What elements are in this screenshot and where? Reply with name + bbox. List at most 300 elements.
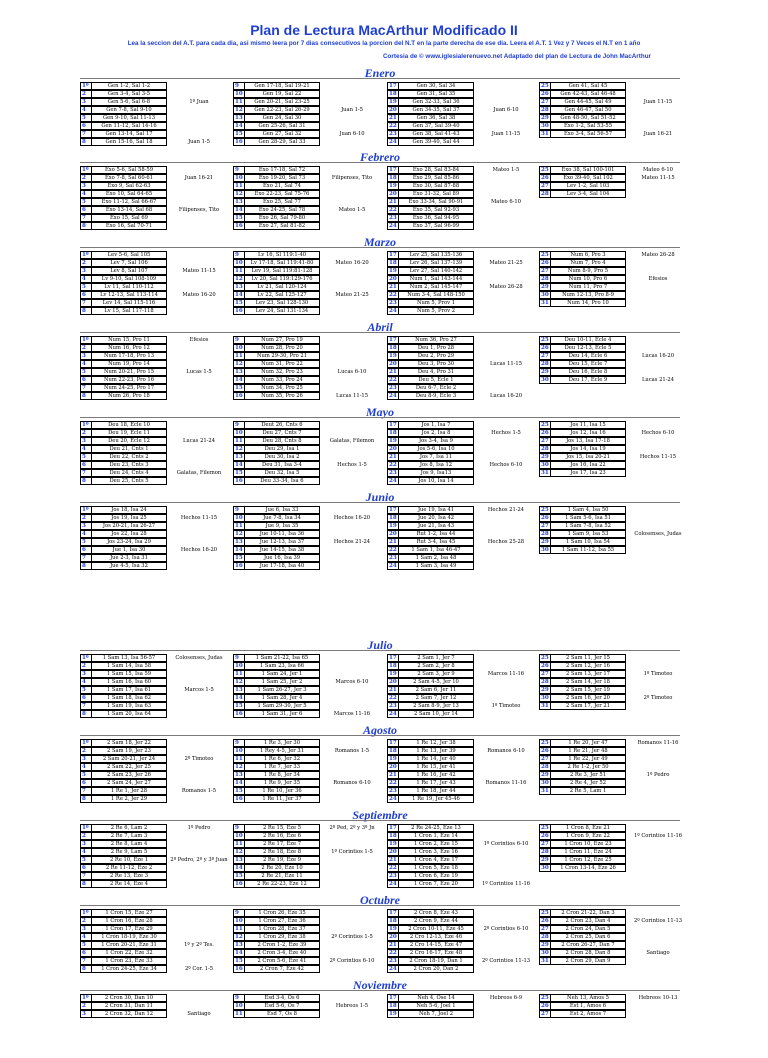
day-row: [80, 190, 230, 198]
day-number: 4: [80, 530, 92, 538]
ot-reading: Neh 13, Amos 5: [550, 994, 626, 1002]
day-number: 30: [539, 779, 551, 787]
day-row: [233, 429, 383, 437]
day-number: 7: [80, 130, 92, 138]
day-row: [387, 965, 537, 973]
ot-reading: 1 Cron 8, Eze 21: [550, 824, 626, 832]
day-number: 12: [233, 848, 245, 856]
day-row: [387, 795, 537, 803]
day-number: 18: [387, 174, 399, 182]
ot-reading: Num 6, Pro 3: [550, 251, 626, 259]
day-number: 28: [539, 530, 551, 538]
ot-reading: Jos 5-6, Isa 10: [398, 445, 474, 453]
day-number: 25: [539, 909, 551, 917]
week-column-4: [539, 82, 689, 146]
nt-reading: Mateo 21-25: [489, 260, 523, 266]
day-number: 7: [80, 469, 92, 477]
nt-reading: Mateo 11-15: [182, 268, 216, 274]
day-row: [80, 445, 230, 453]
day-row: [539, 787, 689, 795]
ot-reading: 2 Cron 31, Dan 11: [91, 1002, 167, 1010]
day-row: [233, 994, 383, 1002]
day-number: 27: [539, 98, 551, 106]
week-column-4: [539, 824, 689, 888]
month-divider: [80, 905, 680, 906]
week-column-3: [387, 739, 537, 803]
day-number: 23: [387, 702, 399, 710]
day-row: [233, 198, 383, 206]
ot-reading: Exo 13-14, Sal 68: [91, 206, 167, 214]
ot-reading: 1 Sam 15, Isa 59: [91, 670, 167, 678]
day-number: 15: [233, 702, 245, 710]
ot-reading: Jos 13, Isa 17-18: [550, 437, 626, 445]
ot-reading: Deu 25, Cnts 5: [91, 477, 167, 485]
ot-reading: 2 Sam 16, Jer 20: [550, 694, 626, 702]
ot-reading: Jue 2-3, Isa 31: [91, 554, 167, 562]
day-row: [80, 283, 230, 291]
day-number: 7: [80, 554, 92, 562]
ot-reading: 2 Cron 23, Dan 4: [550, 917, 626, 925]
day-number: 14: [233, 779, 245, 787]
day-row: [539, 538, 689, 546]
nt-reading: Romanos 1-5: [334, 748, 370, 754]
day-row: [539, 182, 689, 190]
ot-reading: Exo 15, Sal 69: [91, 214, 167, 222]
ot-reading: Exo 26, Sal 79-80: [244, 214, 320, 222]
day-number: 6: [80, 461, 92, 469]
day-number: 10: [233, 662, 245, 670]
month-noviembre: [80, 978, 680, 1058]
day-row: [233, 222, 383, 230]
day-row: [539, 925, 689, 933]
ot-reading: 1 Cron 17, Eze 29: [91, 925, 167, 933]
day-number: 22: [387, 122, 399, 130]
day-number: 5: [80, 686, 92, 694]
day-number: 18: [387, 514, 399, 522]
ot-reading: Jos 15, Isa 20-21: [550, 453, 626, 461]
day-number: 2: [80, 662, 92, 670]
day-row: [539, 90, 689, 98]
day-number: 11: [233, 755, 245, 763]
day-number: 17: [387, 82, 399, 90]
ot-reading: Lev 3-4, Sal 104: [550, 190, 626, 198]
day-number: 9: [233, 251, 245, 259]
day-number: 8: [80, 392, 92, 400]
day-number: 11: [233, 267, 245, 275]
day-row: [539, 283, 689, 291]
day-row: [80, 214, 230, 222]
day-row: [233, 662, 383, 670]
day-number: 29: [539, 771, 551, 779]
ot-reading: Num 27, Pro 19: [244, 336, 320, 344]
ot-reading: Gen 9-10, Sal 11-13: [91, 114, 167, 122]
ot-reading: Lv 21, Sal 120-124: [244, 283, 320, 291]
day-row: [233, 82, 383, 90]
day-number: 15: [233, 554, 245, 562]
day-number: 15: [233, 787, 245, 795]
ot-reading: 1 Cron 10, Eze 23: [550, 840, 626, 848]
week-column-4: [539, 166, 689, 230]
ot-reading: Jue 16, Isa 39: [244, 554, 320, 562]
day-row: [387, 222, 537, 230]
day-row: [387, 546, 537, 554]
day-row: [233, 299, 383, 307]
nt-reading: 2º Corintios 11-13: [633, 918, 683, 924]
nt-reading: 2º Timoteo: [184, 756, 214, 762]
day-number: 4: [80, 763, 92, 771]
day-number: 3: [80, 1010, 92, 1018]
day-number: 17: [387, 909, 399, 917]
day-number: 3: [80, 437, 92, 445]
ot-reading: 1 Sam 25, Jer 2: [244, 678, 320, 686]
day-number: 4: [80, 106, 92, 114]
nt-reading: Hechos 11-15: [180, 515, 218, 521]
day-number: 13: [233, 368, 245, 376]
day-row: [80, 130, 230, 138]
day-row: [233, 251, 383, 259]
day-number: 17: [387, 421, 399, 429]
day-row: [80, 702, 230, 710]
day-number: 26: [539, 1002, 551, 1010]
week-column-4: [539, 336, 689, 400]
day-number: 26: [539, 429, 551, 437]
ot-reading: Num 26, Pro 18: [91, 392, 167, 400]
day-number: 28: [539, 275, 551, 283]
day-row: [539, 840, 689, 848]
day-number: 26: [539, 747, 551, 755]
ot-reading: Deu 19, Ecle 11: [91, 429, 167, 437]
ot-reading: 2 Re 14, Eze 4: [91, 880, 167, 888]
ot-reading: Deu 15, Ecle 7: [550, 360, 626, 368]
ot-reading: Gen 46-47, Sal 50: [550, 106, 626, 114]
day-number: 11: [233, 98, 245, 106]
nt-reading: Marcos 11-16: [487, 671, 525, 677]
day-number: 18: [387, 1002, 399, 1010]
day-number: 4: [80, 275, 92, 283]
day-number: 14: [233, 546, 245, 554]
day-number: 21: [387, 283, 399, 291]
day-number: 28: [539, 933, 551, 941]
day-number: 20: [387, 360, 399, 368]
day-number: 7: [80, 702, 92, 710]
ot-reading: Lv 15, Sal 117-118: [91, 307, 167, 315]
day-row: [233, 925, 383, 933]
day-number: 24: [387, 880, 399, 888]
ot-reading: 2 Re 21, Eze 11: [244, 872, 320, 880]
ot-reading: 2 Cron 24, Dan 5: [550, 925, 626, 933]
week-column-2: [233, 336, 383, 400]
nt-reading: Lucas 11-15: [335, 393, 369, 399]
day-row: [539, 1010, 689, 1018]
day-row: [233, 856, 383, 864]
day-number: 20: [387, 678, 399, 686]
day-number: 10: [233, 90, 245, 98]
ot-reading: 2 Re 19, Eze 9: [244, 856, 320, 864]
day-number: 28: [539, 848, 551, 856]
day-row: [233, 949, 383, 957]
week-column-3: [387, 824, 537, 888]
day-number: 18: [387, 917, 399, 925]
week-column-3: [387, 166, 537, 230]
month-title: Julio: [367, 638, 393, 652]
nt-reading: Juan 1-5: [341, 107, 363, 113]
week-column-1: [80, 82, 230, 146]
ot-reading: Esd 3-4, Os 6: [244, 994, 320, 1002]
day-row: [80, 662, 230, 670]
day-number: 11: [233, 840, 245, 848]
ot-reading: 1 Cron 23, Eze 33: [91, 957, 167, 965]
day-row: [387, 1002, 537, 1010]
ot-reading: Jos 1, Isa 7: [398, 421, 474, 429]
week-column-4: [539, 506, 689, 570]
day-number: 17: [387, 251, 399, 259]
ot-reading: 2 Re 9, Lam 5: [91, 848, 167, 856]
ot-reading: Deu 8-9, Ecle 3: [398, 392, 474, 400]
day-row: [233, 506, 383, 514]
ot-reading: 1 Sam 19, Isa 63: [91, 702, 167, 710]
ot-reading: Num 12-13, Pro 8-9: [550, 291, 626, 299]
day-row: [387, 933, 537, 941]
day-row: [233, 182, 383, 190]
day-number: 1º: [80, 251, 92, 259]
ot-reading: Exo 17-18, Sal 72: [244, 166, 320, 174]
ot-reading: Lev 23, Sal 128-130: [244, 299, 320, 307]
day-row: [387, 739, 537, 747]
ot-reading: Exo 16, Sal 70-71: [91, 222, 167, 230]
day-row: [539, 957, 689, 965]
ot-reading: Exo 29, Sal 85-86: [398, 174, 474, 182]
ot-reading: Deu 17, Ecle 9: [550, 376, 626, 384]
ot-reading: 2 Sam 22, Jer 25: [91, 763, 167, 771]
day-number: 3: [80, 522, 92, 530]
ot-reading: Jos 19, Isa 25: [91, 514, 167, 522]
day-number: 5: [80, 283, 92, 291]
ot-reading: Num 20-21, Pro 15: [91, 368, 167, 376]
ot-reading: 2 Re 5, Lam 1: [550, 787, 626, 795]
ot-reading: 1 Sam 11-12, Isa 55: [550, 546, 626, 554]
ot-reading: Deu 6-7, Ecle 2: [398, 384, 474, 392]
ot-reading: Neh 5-6, Joel 1: [398, 1002, 474, 1010]
day-number: 28: [539, 445, 551, 453]
ot-reading: 2 Cron 10-11, Eze 45: [398, 925, 474, 933]
ot-reading: Gen 28-29, Sal 33: [244, 138, 320, 146]
day-row: [233, 267, 383, 275]
day-number: 27: [539, 840, 551, 848]
week-column-4: [539, 739, 689, 803]
day-number: 23: [387, 214, 399, 222]
ot-reading: Exo 36, Sal 94-95: [398, 214, 474, 222]
day-number: 16: [233, 795, 245, 803]
ot-reading: 1 Cron 11, Eze 24: [550, 848, 626, 856]
day-number: 7: [80, 214, 92, 222]
ot-reading: Jos 22, Isa 28: [91, 530, 167, 538]
day-row: [80, 933, 230, 941]
day-row: [539, 461, 689, 469]
day-row: [387, 453, 537, 461]
ot-reading: Lev 1-2, Sal 103: [550, 182, 626, 190]
day-row: [539, 654, 689, 662]
day-number: 31: [539, 957, 551, 965]
day-number: 8: [80, 965, 92, 973]
day-number: 13: [233, 686, 245, 694]
day-number: 24: [387, 562, 399, 570]
day-number: 16: [233, 222, 245, 230]
day-number: 19: [387, 352, 399, 360]
day-number: 28: [539, 106, 551, 114]
nt-reading: Lucas 11-15: [489, 361, 523, 367]
day-row: [387, 554, 537, 562]
ot-reading: Jos 20-21, Isa 26-27: [91, 522, 167, 530]
ot-reading: 2 Sam 19, Jer 23: [91, 747, 167, 755]
day-number: 26: [539, 259, 551, 267]
ot-reading: 2 Sam 11, Jer 15: [550, 654, 626, 662]
ot-reading: Jue 4-5, Isa 32: [91, 562, 167, 570]
day-number: 21: [387, 941, 399, 949]
day-number: 23: [387, 787, 399, 795]
ot-reading: 1 Sam 13, Isa 56-57: [91, 654, 167, 662]
day-number: 23: [387, 554, 399, 562]
day-row: [387, 174, 537, 182]
day-row: [80, 166, 230, 174]
ot-reading: Neh 4, Ose 14: [398, 994, 474, 1002]
day-number: 15: [233, 384, 245, 392]
day-row: [387, 530, 537, 538]
day-number: 13: [233, 114, 245, 122]
day-row: [387, 832, 537, 840]
day-number: 15: [233, 130, 245, 138]
day-row: [80, 453, 230, 461]
day-number: 9: [233, 421, 245, 429]
day-row: [80, 477, 230, 485]
day-row: [233, 880, 383, 888]
ot-reading: 1 Cron 2, Eze 15: [398, 840, 474, 848]
ot-reading: Exo 28, Sal 83-84: [398, 166, 474, 174]
ot-reading: 2 Sam 12, Jer 16: [550, 662, 626, 670]
ot-reading: 2 Sam 6, Jer 11: [398, 686, 474, 694]
ot-reading: Gen 39-40, Sal 44: [398, 138, 474, 146]
ot-reading: Gen 22-23, Sal 26-29: [244, 106, 320, 114]
ot-reading: Exo 27, Sal 81-82: [244, 222, 320, 230]
ot-reading: Exo 19-20, Sal 73: [244, 174, 320, 182]
day-row: [233, 344, 383, 352]
day-row: [539, 824, 689, 832]
nt-reading: Santiago: [187, 1011, 211, 1017]
day-row: [387, 352, 537, 360]
day-number: 29: [539, 856, 551, 864]
nt-reading: 1º Corintios 11-16: [633, 833, 683, 839]
nt-reading: Mateo 1-5: [338, 207, 366, 213]
day-row: [387, 941, 537, 949]
ot-reading: 1 Re 16, Jer 42: [398, 771, 474, 779]
day-number: 27: [539, 755, 551, 763]
week-column-1: [80, 506, 230, 570]
day-number: 13: [233, 941, 245, 949]
day-number: 3: [80, 670, 92, 678]
day-row: [387, 90, 537, 98]
day-number: 16: [233, 562, 245, 570]
ot-reading: Lev 19, Sal 119:81-128: [244, 267, 320, 275]
day-number: 24: [387, 710, 399, 718]
ot-reading: 1 Re 7, Jer 33: [244, 763, 320, 771]
day-row: [233, 214, 383, 222]
ot-reading: 1 Re 8, Jer 34: [244, 771, 320, 779]
ot-reading: 2 Cro 12-13, Eze 46: [398, 933, 474, 941]
nt-reading: Mateo 6-10: [491, 199, 521, 205]
nt-reading: Romanos 6-10: [487, 748, 525, 754]
day-row: [539, 421, 689, 429]
nt-reading: Hechos 1-5: [491, 430, 521, 436]
day-row: [387, 437, 537, 445]
day-number: 10: [233, 832, 245, 840]
ot-reading: Lv 16, Sl 119:1-40: [244, 251, 320, 259]
day-number: 1º: [80, 82, 92, 90]
week-column-3: [387, 336, 537, 400]
day-number: 9: [233, 336, 245, 344]
day-number: 15: [233, 469, 245, 477]
ot-reading: Exo 30, Sal 87-88: [398, 182, 474, 190]
ot-reading: Exo 39-40, Sal 102: [550, 174, 626, 182]
ot-reading: Deu 12-13, Ecle 5: [550, 344, 626, 352]
nt-reading: 2º Corintios 6-10: [329, 958, 375, 964]
day-number: 28: [539, 190, 551, 198]
ot-reading: 2 Cron 26-27, Dan 7: [550, 941, 626, 949]
day-row: [80, 795, 230, 803]
day-number: 16: [233, 710, 245, 718]
ot-reading: Deu 31, Isa 3-4: [244, 461, 320, 469]
ot-reading: Deu 24, Cnts 4: [91, 469, 167, 477]
day-number: 10: [233, 429, 245, 437]
day-number: 3: [80, 352, 92, 360]
ot-reading: 1 Sam 5-6, Isa 51: [550, 514, 626, 522]
day-number: 2: [80, 259, 92, 267]
day-number: 13: [233, 198, 245, 206]
ot-reading: Deu 22, Cnts 2: [91, 453, 167, 461]
day-number: 15: [233, 299, 245, 307]
day-number: 27: [539, 522, 551, 530]
day-row: [539, 291, 689, 299]
day-row: [387, 872, 537, 880]
day-number: 11: [233, 670, 245, 678]
day-row: [80, 994, 230, 1002]
day-number: 5: [80, 114, 92, 122]
ot-reading: Lv 22, Sal 125-127: [244, 291, 320, 299]
ot-reading: 1 Sam 2, Isa 48: [398, 554, 474, 562]
day-number: 18: [387, 429, 399, 437]
day-number: 23: [387, 384, 399, 392]
ot-reading: Gen 38, Sal 41-43: [398, 130, 474, 138]
nt-reading: 1º Corintios 11-16: [481, 881, 531, 887]
ot-reading: Num 32, Pro 23: [244, 368, 320, 376]
day-number: 3: [80, 267, 92, 275]
day-row: [387, 251, 537, 259]
day-row: [233, 670, 383, 678]
ot-reading: Num 24-25, Pro 17: [91, 384, 167, 392]
ot-reading: 2 Re 6, Lam 2: [91, 824, 167, 832]
ot-reading: Exo 33-34, Sal 90-91: [398, 198, 474, 206]
ot-reading: 2 Sam 1, Jer 7: [398, 654, 474, 662]
day-number: 2: [80, 174, 92, 182]
ot-reading: 2 Sam 2, Jer 8: [398, 662, 474, 670]
day-number: 20: [387, 275, 399, 283]
day-number: 12: [233, 275, 245, 283]
ot-reading: Gen 13-14, Sal 17: [91, 130, 167, 138]
day-number: 1º: [80, 336, 92, 344]
ot-reading: Num 10, Pro 6: [550, 275, 626, 283]
ot-reading: 1 Cron 1, Eze 14: [398, 832, 474, 840]
day-number: 16: [233, 965, 245, 973]
day-row: [233, 739, 383, 747]
ot-reading: 1 Sam 17, Isa 61: [91, 686, 167, 694]
